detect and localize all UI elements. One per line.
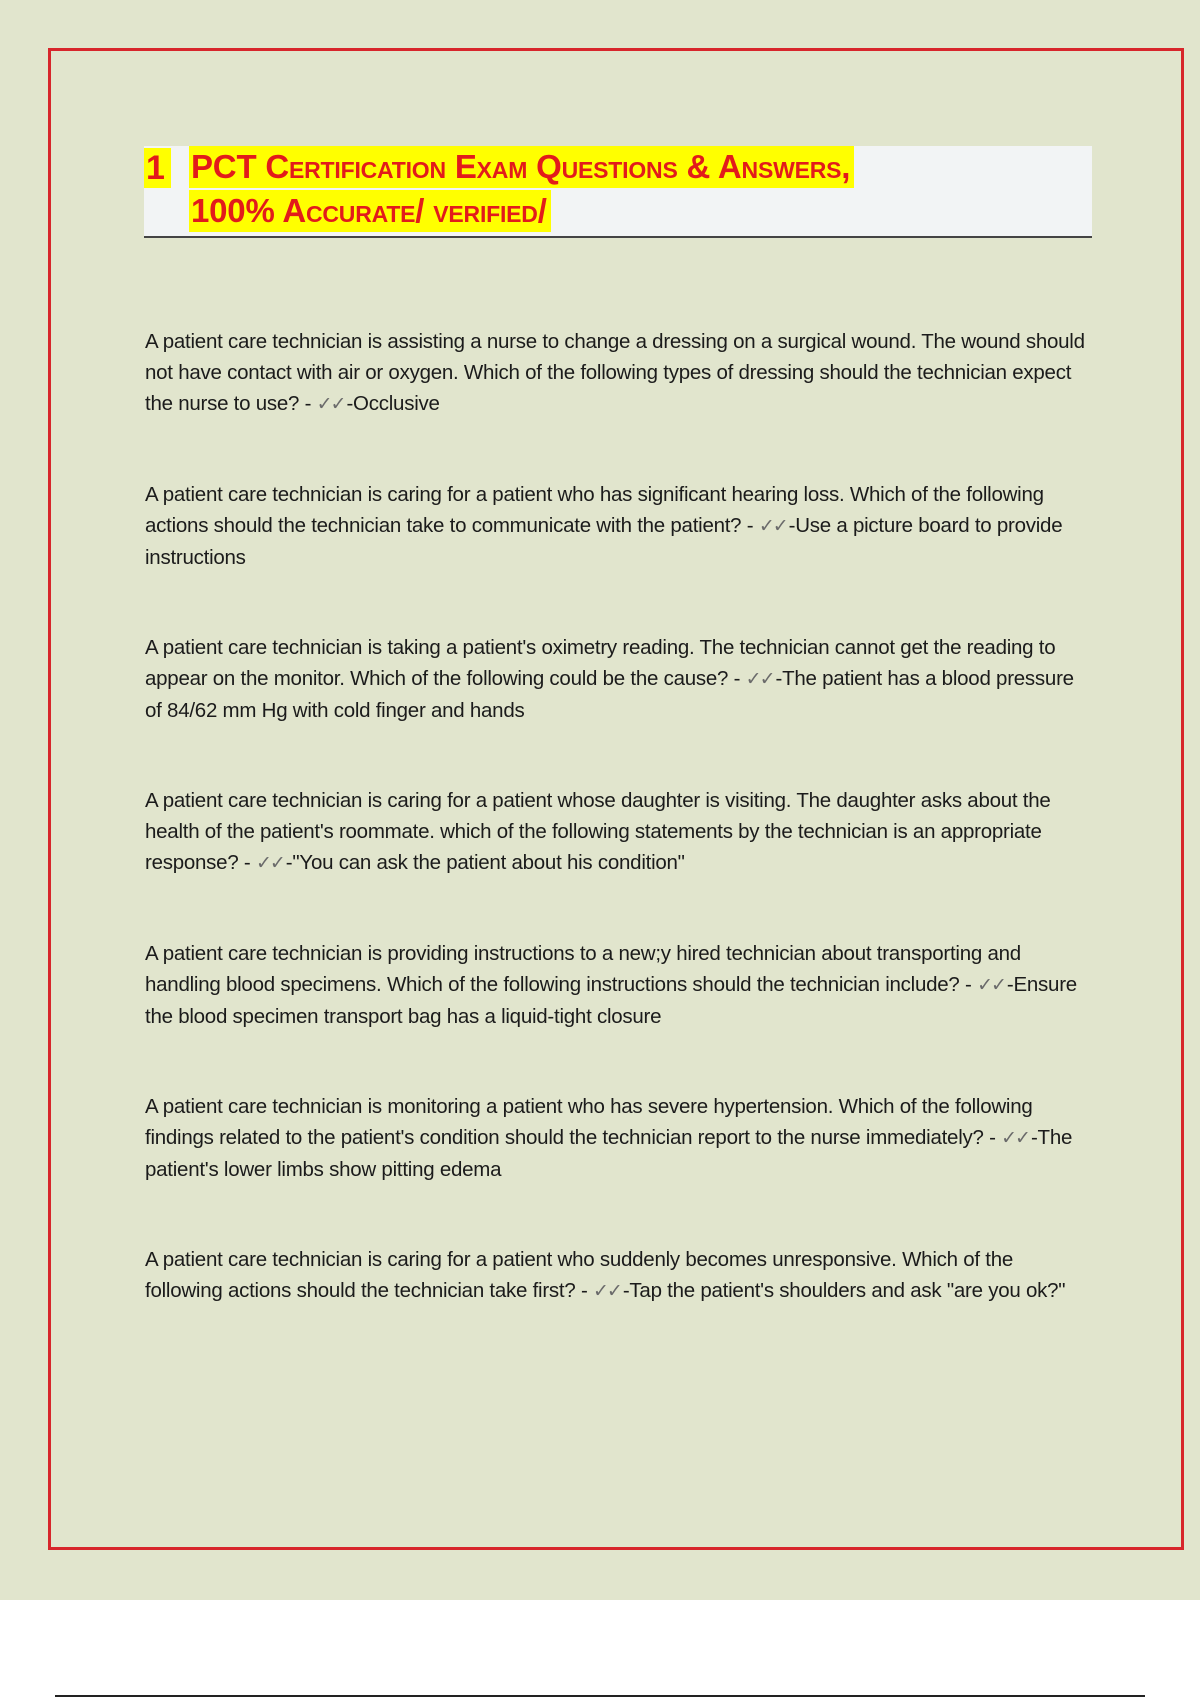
double-check-icon: ✓✓ [1001, 1127, 1029, 1149]
question-answer-list [145, 326, 1095, 1397]
double-check-icon: ✓✓ [316, 393, 345, 415]
document-title-block [144, 146, 1092, 238]
heading-number: 1 [144, 148, 171, 188]
document-title-line-2: 100% Accurate/ verified/ [189, 190, 551, 232]
answer-text: -Use a picture board to provide instructions [145, 514, 1063, 569]
question-text: A patient care technician is caring for a patient who suddenly becomes unresponsive. Which of the following actions should the technician take first? - [145, 1248, 1014, 1302]
double-check-icon: ✓✓ [255, 852, 284, 874]
answer-text: -"You can ask the patient about his condition" [285, 851, 685, 874]
document-title-line-1: PCT Certification Exam Questions & Answers, [189, 146, 854, 188]
qa-item [145, 632, 1095, 725]
double-check-icon: ✓✓ [593, 1280, 621, 1302]
qa-item [145, 785, 1095, 878]
double-check-icon: ✓✓ [977, 974, 1005, 996]
answer-text: -Occlusive [346, 392, 440, 415]
question-text: A patient care technician is caring for a patient who has significant hearing loss. Which of the following actions should the technician take to communicate with the patient? - [145, 483, 1044, 537]
qa-item [145, 938, 1095, 1031]
double-check-icon: ✓✓ [758, 515, 787, 537]
footer-divider [55, 1695, 1145, 1697]
answer-text: -The patient's lower limbs show pitting edema [145, 1126, 1073, 1181]
question-text: A patient care technician is taking a patient's oximetry reading. The technician cannot get the reading to appear on the monitor. Which of the following could be the cause? - [145, 636, 1056, 690]
qa-item [145, 1244, 1095, 1337]
question-text: A patient care technician is assisting a nurse to change a dressing on a surgical wound. The wound should not have contact with air or oxygen. Which of the following types of dressing should the technician expect the nurse to use? - [145, 330, 1085, 415]
answer-text: -The patient has a blood pressure of 84/62 mm Hg with cold finger and hands [145, 667, 1074, 722]
qa-item [145, 479, 1095, 572]
double-check-icon: ✓✓ [745, 668, 774, 690]
qa-item [145, 1091, 1095, 1184]
question-text: A patient care technician is providing instructions to a new;y hired technician about transporting and handling blood specimens. Which of the following instructions should the technician include? - [145, 942, 1021, 996]
question-text: A patient care technician is monitoring a patient who has severe hypertension. Which of the following findings related to the patient's condition should the technician report to the nurse immediately? - [145, 1095, 1033, 1149]
question-text: A patient care technician is caring for a patient whose daughter is visiting. The daughter asks about the health of the patient's roommate. which of the following statements by the technician is an appropriate response? - [145, 789, 1051, 874]
qa-item [145, 326, 1095, 419]
answer-text: -Ensure the blood specimen transport bag has a liquid-tight closure [145, 973, 1077, 1028]
answer-text: -Tap the patient's shoulders and ask "are you ok?" [622, 1279, 1066, 1302]
